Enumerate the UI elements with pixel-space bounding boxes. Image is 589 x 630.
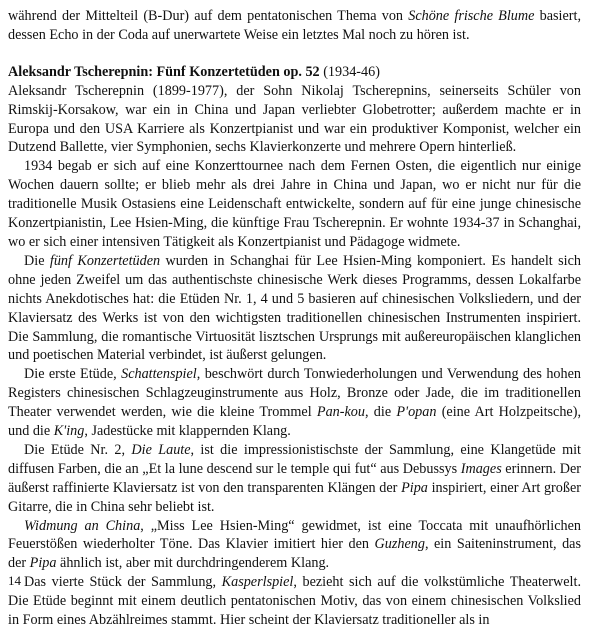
instrument-name: Guzheng — [374, 536, 425, 553]
heading-title: Aleksandr Tscherepnin: Fünf Konzertetüden op. 52 — [8, 63, 320, 80]
text-run: , bezieht sich auf die volkstümliche Theaterwelt. Die Etüde beginnt mit einem deutlich pentatonischen Motiv, das von einem chinesischen Volkslied in Form eines Abzählreimes stammt. Hier scheint der Klaviersatz traditioneller als in — [8, 574, 581, 629]
instrument-name: K'ing — [53, 423, 85, 440]
text-run: , Jadestücke mit klappernden Klang. — [84, 423, 291, 440]
paragraph-tour — [8, 157, 581, 252]
text-run: Die erste Etüde, — [24, 366, 122, 383]
text-run: erinnern. Der äußerst raffinierte Klaviersatz ist von den transparenten Klängen der — [8, 460, 581, 496]
text-run: Die Etüde Nr. 2, — [24, 441, 132, 458]
text-run: wurden in Schanghai für Lee Hsien-Ming komponiert. Es handelt sich ohne jeden Zweifel um das authentischste chinesische Werk dieses Programms, dessen Lokalfarbe nichts Anekdotisches hat: die Etüden Nr. 1, 4 und 5 basieren auf chinesischen Volksliedern, und der Klaviersatz des Werks ist von den wichtigsten traditionellen chinesischen Instrumenten inspiriert. Die Sammlung, die romantische Virtuosität lisztschen Ursprungs mit außereuropäischen klanglichen und poetischen Material verbindet, ist äußerst gelungen. — [8, 252, 581, 364]
page-number: 14 — [8, 573, 21, 588]
text-run: , die — [365, 404, 397, 421]
text-run: basiert, dessen Echo in der Coda auf unerwartete Weise ein letztes Mal noch zu hören ist. — [8, 8, 581, 43]
section-heading — [8, 63, 581, 82]
work-title: fünf Konzertetüden — [49, 252, 161, 269]
paragraph-etudes — [8, 252, 581, 365]
text-run: während der Mittelteil (B-Dur) auf dem pentatonischen Thema von — [8, 8, 409, 24]
work-title: Schöne frische Blume — [408, 8, 535, 24]
text-run: , ist die impressionistischste der Sammlung, eine Klangetüde mit diffusen Farben, die an „Et la lune descend sur le temple qui fut“ aus Debussys — [8, 441, 582, 477]
paragraph-intro — [8, 7, 581, 45]
paragraph-etude-1 — [8, 365, 581, 441]
text-run: Aleksandr Tscherepnin (1899-1977), der Sohn Nikolaj Tscherepnins, seinerseits Schüler von Rimskij-Korsakow, war ein in China und Japan verliebter Globetrotter; außerdem machte er in Europa und den USA Karriere als Konzertpianist und war ein produktiver Komponist, welcher ein Dutzend Ballette, vier Symphonien, sechs Klavierkonzerte und mehrere Opern hinterließ. — [8, 82, 581, 156]
text-run: Die — [24, 252, 50, 269]
work-title: Schattenspiel — [121, 366, 197, 383]
text-run: , ein Saiteninstrument, das der — [8, 536, 581, 572]
text-run: inspiriert, einer Art großer Gitarre, die in China sehr beliebt ist. — [8, 479, 581, 515]
heading-years: (1934-46) — [319, 63, 380, 80]
work-title: Widmung an China — [24, 517, 141, 534]
instrument-name: Pipa — [29, 555, 57, 572]
work-title: Kasperlspiel — [221, 574, 294, 591]
paragraph-etude-2 — [8, 441, 581, 517]
work-title: Die Laute — [131, 441, 191, 458]
text-run: Das vierte Stück der Sammlung, — [24, 574, 222, 591]
instrument-name: Pan-kou — [316, 404, 365, 421]
text-run: , „Miss Lee Hsien-Ming“ gewidmet, ist eine Toccata mit unaufhörlichen Feuerstößen wiederholter Töne. Das Klavier imitiert hier den — [8, 517, 581, 553]
text-run: (eine Art Holzpeitsche), und die — [8, 404, 581, 440]
paragraph-etude-3 — [8, 517, 581, 574]
paragraph-biography — [8, 82, 581, 158]
paragraph-etude-4 — [8, 573, 581, 630]
instrument-name: Pipa — [401, 479, 428, 496]
text-run: , beschwört durch Tonwiederholungen und Verwendung des hohen Registers chinesischen Schlagzeuginstrumente aus Holz, Bronze oder Jade, die im traditionellen Theater verwendet werden, wie die kleine Trommel — [8, 366, 581, 421]
text-run: ähnlich ist, aber mit durchdringenderem Klang. — [56, 555, 330, 572]
work-title: Images — [460, 460, 502, 477]
text-run: 1934 begab er sich auf eine Konzerttournee nach dem Fernen Osten, die eigentlich nur einige Wochen dauern sollte; er blieb mehr als drei Jahre in China und Japan, wo er nicht nur für die traditionelle Musik Ostasiens eine Leidenschaft entwickelte, sondern auf für eine junge chinesische Konzertpianistin, Lee Hsien-Ming, die künftige Frau Tscherepnin. Er wohnte 1934-37 in Schanghai, wo er sich einer intensiven Tätigkeit als Konzertpianist und Pädagoge widmete. — [8, 158, 581, 250]
instrument-name: P'opan — [396, 404, 437, 421]
